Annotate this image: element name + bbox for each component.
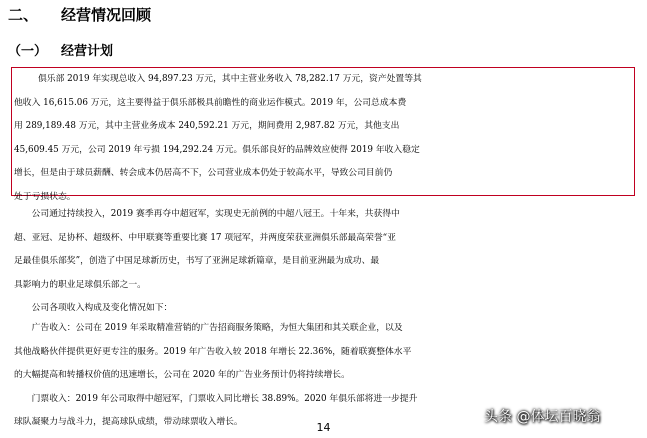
section-title: 经营情况回顾 — [61, 6, 152, 24]
highlighted-paragraph — [14, 68, 636, 209]
text-line: 增长，但是由于球员薪酬、转会成本仍居高不下，公司营业成本仍处于较高水平，导致公司目前仍 — [14, 168, 393, 178]
text-line: 用 289,189.48 万元，其中主营业务成本 240,592.21 万元，期间费用 2,987.82 万元，其他支出 — [14, 121, 400, 131]
page-number: 14 — [316, 421, 331, 434]
section-number: 二、 — [8, 6, 39, 24]
text-line: 公司各项收入构成及变化情况如下： — [14, 303, 173, 313]
body-paragraph — [14, 203, 636, 321]
text-line: 足最佳俱乐部奖”，创造了中国足球新历史，书写了亚洲足球新篇章，是目前亚洲最为成功、最 — [14, 256, 380, 266]
text-line: 45,609.45 万元，公司 2019 年亏损 194,292.24 万元。俱乐部良好的品牌效应使得 2019 年收入稳定 — [14, 144, 420, 155]
text-line: 球队凝聚力与战斗力，提高球队成绩，带动球票收入增长。 — [14, 417, 243, 427]
text-line: 他收入 16,615.06 万元，这主要得益于俱乐部极具前瞻性的商业运作模式。2019 年，公司总成本费 — [14, 97, 407, 108]
text-line: 具影响力的职业足球俱乐部之一。 — [14, 279, 146, 290]
subsection-number: （一） — [8, 44, 48, 59]
text-line: 其他战略伙伴提供更好更专注的服务。2019 年广告收入较 2018 年增长 22.36%，随着联赛整体水平 — [14, 346, 412, 357]
subsection-title: 经营计划 — [61, 44, 114, 59]
text-line: 俱乐部 2019 年实现总收入 94,897.23 万元，其中主营业务收入 78,282.17 万元，资产处置等其 — [38, 74, 422, 84]
text-line: 处于亏损状态。 — [14, 191, 76, 202]
text-line: 广告收入：公司在 2019 年采取精准营销的广告招商服务策略，为恒大集团和其关联企业，以及 — [14, 323, 403, 333]
text-line: 公司通过持续投入，2019 赛季再夺中超冠军，实现史无前例的中超八冠王。十年来，共获得中 — [14, 209, 400, 219]
text-line: 超、亚冠、足协杯、超级杯、中甲联赛等重要比赛 17 项冠军，并两度荣获亚洲俱乐部最高荣誉“亚 — [14, 232, 396, 243]
watermark: 头条 @体坛百晓翁 — [484, 409, 601, 425]
text-line: 门票收入：2019 年公司取得中超冠军，门票收入同比增长 38.89%。2020 年俱乐部将进一步提升 — [14, 393, 418, 404]
text-line: 的大幅提高和转播权价值的迅速增长，公司在 2020 年的广告业务预计仍将持续增长。 — [14, 370, 350, 380]
